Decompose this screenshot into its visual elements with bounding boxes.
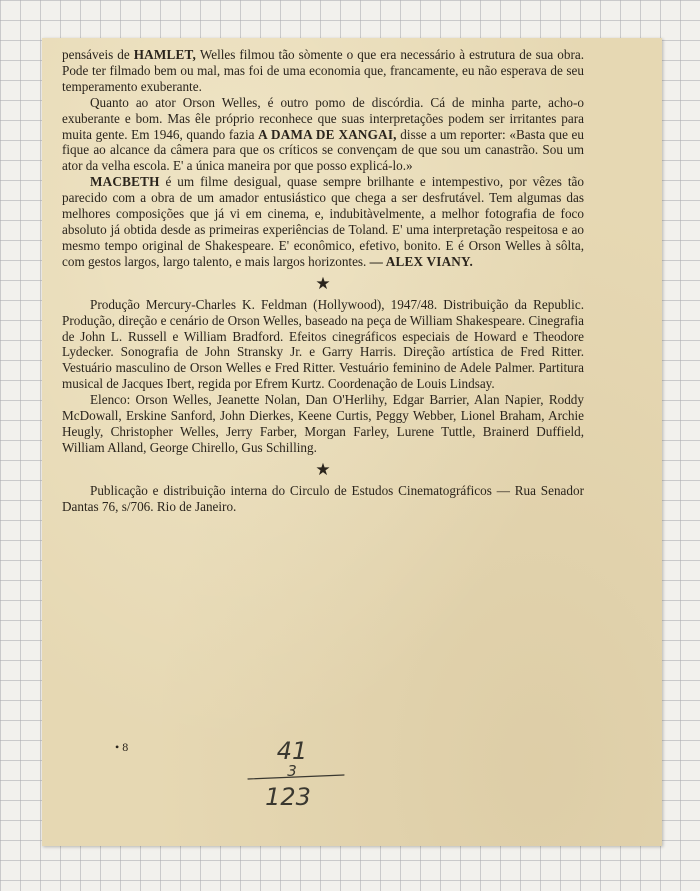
paragraph-cast: Elenco: Orson Welles, Jeanette Nolan, Dan O'Herlihy, Edgar Barrier, Alan Napier, Roddy McDowall, Erskine Sanford, John Dierkes, Keene Curtis, Peggy Webber, Lionel Braham, Archie Heugly, Christopher Welles, Jerry Farber, Morgan Farley, Lurene Tuttle, Brainerd Duffield, William Alland, George Chirello, Gus Schilling. — [62, 392, 584, 455]
author-signature: — ALEX VIANY. — [369, 253, 474, 269]
star-divider-1: ★ — [315, 273, 331, 293]
page-number: • 8 — [115, 740, 129, 754]
title-dama-de-xangai: A DAMA DE XANGAI, — [258, 126, 397, 142]
title-macbeth: MACBETH — [90, 174, 160, 190]
document-body — [62, 47, 584, 515]
title-hamlet: HAMLET, — [133, 47, 197, 62]
paragraph-macbeth: MACBETH é um filme desigual, quase sempre brilhante e intempestivo, por vêzes tão parecido com a obra de um amador entusiástico que chega a ser desfrutável. Tem algumas das melhores composições que já vi em cinema, e, indubitàvelmente, a melhor fotografia de foco absoluto já obtida desde as primeiras experiências de Toland. E' uma interpretação respeitosa e ao mesmo tempo original de Shakespeare. E' econômico, efetivo, bonito. E é Orson Welles à sôlta, com gestos largos, largo talento, e mais largos horizontes. — ALEX VIANY. — [62, 174, 584, 269]
paragraph-credits: Produção Mercury-Charles K. Feldman (Hollywood), 1947/48. Distribuição da Republic. Produção, direção e cenário de Orson Welles, baseado na peça de William Shakespeare. Cinegrafia de John L. Russell e William Bradford. Efeitos cinegráficos especiais de Howard e Theodore Lydecker. Sonografia de John Stransky Jr. e Garry Harris. Direção artística de Fred Ritter. Vestuário masculino de Orson Welles e Fred Ritter. Vestuário feminino de Adele Palmer. Partitura musical de Jacques Ibert, regida por Efrem Kurtz. Coordenação de Louis Lindsay. — [62, 296, 584, 392]
handwritten-bottom-number: 123 — [265, 783, 311, 811]
handwritten-middle-number: 3 — [287, 762, 297, 780]
paragraph-orson-actor: Quanto ao ator Orson Welles, é outro pomo de discórdia. Cá de minha parte, acho-o exuberante e bom. Mas êle próprio reconhece que suas interpretações podem ser irritantes para muita gente. Em 1946, quando fazia A DAMA DE XANGAI, disse a um reporter: «Basta que eu fique ao alcance da câmera para que os críticos se convençam de que sou um canastrão. Sou um ator da velha escola. E' a única maneira por que posso explicá-lo.» — [62, 94, 585, 174]
paragraph-publication: Publicação e distribuição interna do Circulo de Estudos Cinematográficos — Rua Senador Dantas 76, s/706. Rio de Janeiro. — [62, 482, 584, 514]
paragraph-hamlet: pensáveis de HAMLET, Welles filmou tão sòmente o que era necessário à estrutura de sua obra. Pode ter filmado bem ou mal, mas foi de uma economia que, francamente, eu não esperava de seu temperamento exuberante. — [62, 47, 584, 94]
star-divider-2: ★ — [315, 459, 331, 479]
handwritten-top-number: 41 — [276, 737, 308, 765]
handwritten-annotation — [240, 735, 350, 817]
